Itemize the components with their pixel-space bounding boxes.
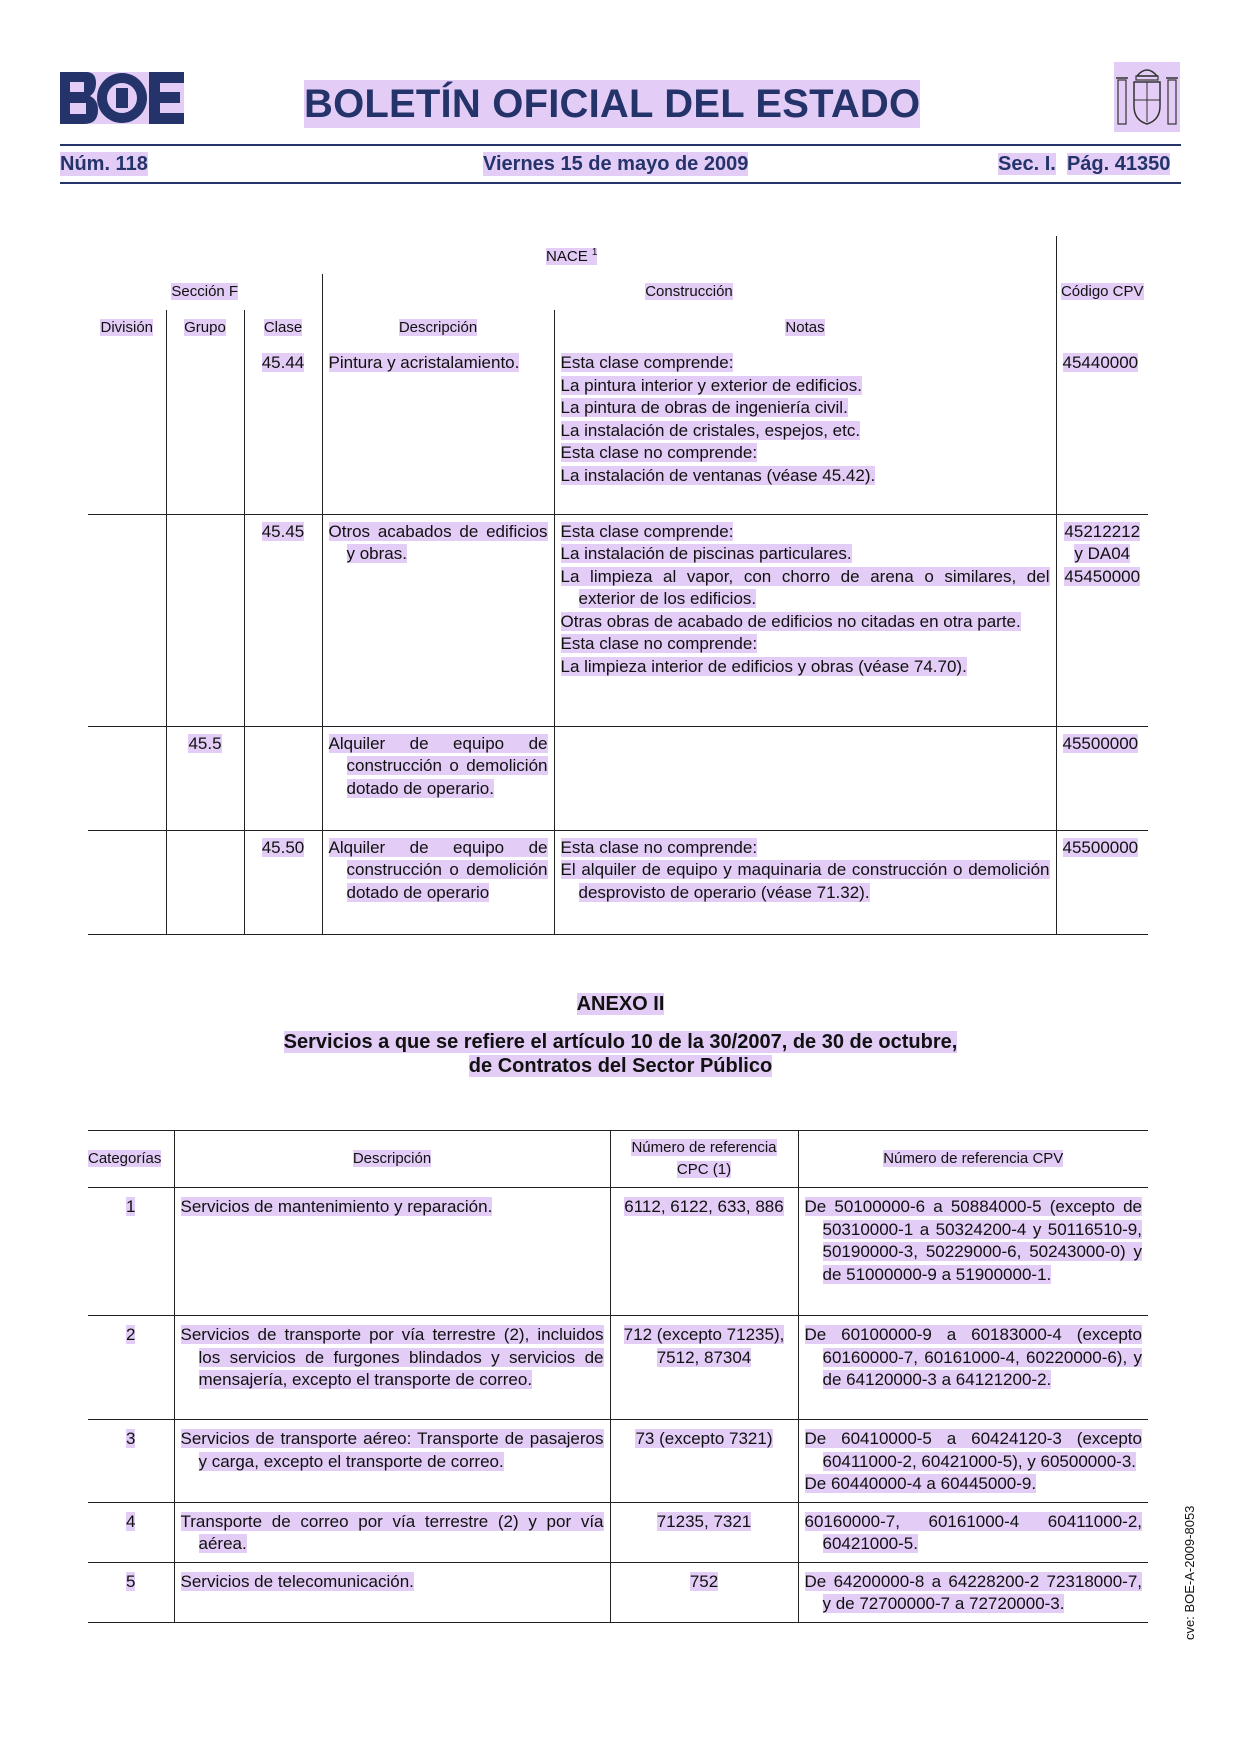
cpv-header: Número de referencia CPV	[798, 1131, 1148, 1188]
anexo-subtitle-1: Servicios a que se refiere el artículo 10 de la 30/2007, de 30 de octubre,	[283, 1031, 958, 1053]
notas-header: Notas	[554, 310, 1056, 346]
table-row: 45.5 Alquiler de equipo de construcción o demolición dotado de operario. 45500000	[88, 726, 1148, 830]
clase-header: Clase	[244, 310, 322, 346]
page-title: BOLETÍN OFICIAL DEL ESTADO	[304, 82, 921, 126]
header-rule-bottom	[60, 182, 1181, 184]
construccion-header: Construcción	[322, 274, 1056, 310]
cve-label: cve: BOE-A-2009-8053	[1182, 1505, 1197, 1640]
codigo-cpv-header: Código CPV	[1056, 274, 1148, 310]
table-row: 5 Servicios de telecomunicación. 752 De 64200000-8 a 64228200-2 72318000-7, y de 72700000-7 a 72720000-3.	[88, 1562, 1148, 1622]
table-row: 1 Servicios de mantenimiento y reparación. 6112, 6122, 633, 886 De 50100000-6 a 50884000-5 (excepto de 50310000-1 a 50324200-4 y 50116510-9, 50190000-3, 50229000-6, 50243000-0) y de 51000000-9 a 51900000-1.	[88, 1188, 1148, 1316]
nace-table	[88, 236, 1148, 935]
section-label: Sec. I.	[998, 153, 1056, 175]
anexo-subtitle-2: de Contratos del Sector Público	[468, 1055, 773, 1077]
issue-number: Núm. 118	[60, 153, 148, 175]
anexo-title: ANEXO II	[576, 993, 665, 1015]
nace-header: NACE $^1$	[546, 246, 598, 265]
servicios-table	[88, 1130, 1148, 1623]
table-row: 2 Servicios de transporte por vía terrestre (2), incluidos los servicios de furgones blindados y servicios de mensajería, excepto el transporte de correo. 712 (excepto 71235), 7512, 87304 De 60100000-9 a 60183000-4 (excepto 60160000-7, 60161000-4, 60220000-6), y de 64120000-3 a 64121200-2.	[88, 1316, 1148, 1420]
seccion-header: Sección F	[171, 282, 239, 300]
descripcion-header: Descripción	[174, 1131, 610, 1188]
section-page	[998, 152, 1170, 176]
table-row: 45.44 Pintura y acristalamiento. Esta clase comprende: La pintura interior y exterior de edificios. La pintura de obras de ingeniería civil. La instalación de cristales, espejos, etc. Esta clase no comprende: La instalación de ventanas (véase 45.42). 45440000	[88, 346, 1148, 514]
cpc-header: Número de referencia CPC (1)	[610, 1131, 798, 1188]
coat-of-arms-icon	[1114, 62, 1180, 132]
descripcion-header: Descripción	[322, 310, 554, 346]
header-rule-top	[60, 144, 1181, 146]
grupo-header: Grupo	[166, 310, 244, 346]
table-row: 3 Servicios de transporte aéreo: Transporte de pasajeros y carga, excepto el transporte de correo. 73 (excepto 7321) De 60410000-5 a 60424120-3 (excepto 60411000-2, 60421000-5), y 60500000-3. De 60440000-4 a 60445000-9.	[88, 1420, 1148, 1503]
issue-date: Viernes 15 de mayo de 2009	[483, 153, 749, 175]
page-number: Pág. 41350	[1066, 153, 1171, 175]
division-header: División	[100, 318, 153, 336]
boe-logo-icon	[60, 72, 184, 124]
table-row: 45.50 Alquiler de equipo de construcción o demolición dotado de operario Esta clase no comprende: El alquiler de equipo y maquinaria de construcción o demolición desprovisto de operario (véase 71.32). 45500000	[88, 830, 1148, 934]
categorias-header: Categorías	[88, 1131, 174, 1188]
table-row: 4 Transporte de correo por vía terrestre (2) y por vía aérea. 71235, 7321 60160000-7, 60161000-4 60411000-2, 60421000-5.	[88, 1502, 1148, 1562]
table-row: 45.45 Otros acabados de edificios y obras. Esta clase comprende: La instalación de piscinas particulares. La limpieza al vapor, con chorro de arena o similares, del exterior de los edificios. Otras obras de acabado de edificios no citadas en otra parte. Esta clase no comprende: La limpieza interior de edificios y obras (véase 74.70). 45212212 y DA04 45450000	[88, 514, 1148, 726]
